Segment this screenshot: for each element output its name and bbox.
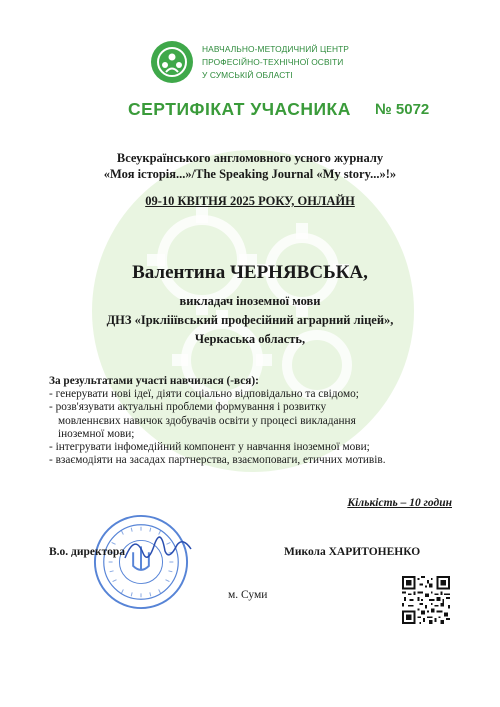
certificate-title: СЕРТИФІКАТ УЧАСНИКА (128, 99, 351, 119)
signatory-name: Микола ХАРИТОНЕНКО (284, 546, 421, 558)
organization-header (150, 40, 349, 84)
results-item: - генерувати нові ідеї, діяти соціально відповідально та свідомо; (49, 388, 359, 401)
org-line-3: У СУМСЬКІЙ ОБЛАСТІ (202, 69, 293, 80)
org-line-2: ПРОФЕСІЙНО-ТЕХНІЧНОЇ ОСВІТИ (202, 56, 344, 67)
event-title (0, 150, 500, 182)
handwritten-signature-icon (120, 528, 195, 568)
participant-name: Валентина ЧЕРНЯВСЬКА, (132, 262, 368, 283)
results-item: мовленнєвих навичок здобувачів освіти у процесі викладання (58, 414, 356, 427)
results-heading: За результатами участі навчилася (-вся): (49, 375, 259, 387)
organization-logo-icon (150, 40, 194, 84)
certificate-number: № 5072 (375, 101, 430, 118)
event-date: 09-10 КВІТНЯ 2025 РОКУ, ОНЛАЙН (145, 194, 355, 208)
results-item: іноземної мови; (58, 427, 135, 440)
event-title-line-2: «Моя історія...»/The Speaking Journal «My story...»!» (103, 167, 397, 181)
city: м. Суми (228, 589, 268, 601)
participant-details (0, 292, 500, 349)
signatory-role: В.о. директора (49, 546, 126, 558)
hours-count: Кількість – 10 годин (347, 497, 452, 509)
results-item: - інтегрувати інфомедійний компонент у навчання іноземної мови; (49, 441, 370, 454)
org-line-1: НАВЧАЛЬНО-МЕТОДИЧНИЙ ЦЕНТР (202, 43, 349, 54)
results-section (49, 375, 459, 467)
participant-position: викладач іноземної мови (179, 294, 321, 308)
qr-code-icon[interactable] (402, 576, 450, 624)
results-item: - розв'язувати актуальні проблеми формування і розвитку (49, 401, 327, 414)
participant-institution: ДНЗ «Ірклііївський професійний аграрний ліцей», (106, 313, 394, 327)
event-title-line-1: Всеукраїнського англомовного усного журналу (116, 151, 384, 165)
results-item: - взаємодіяти на засадах партнерства, взаємоповаги, етичних мотивів. (49, 454, 386, 467)
participant-region: Черкаська область, (194, 332, 306, 346)
